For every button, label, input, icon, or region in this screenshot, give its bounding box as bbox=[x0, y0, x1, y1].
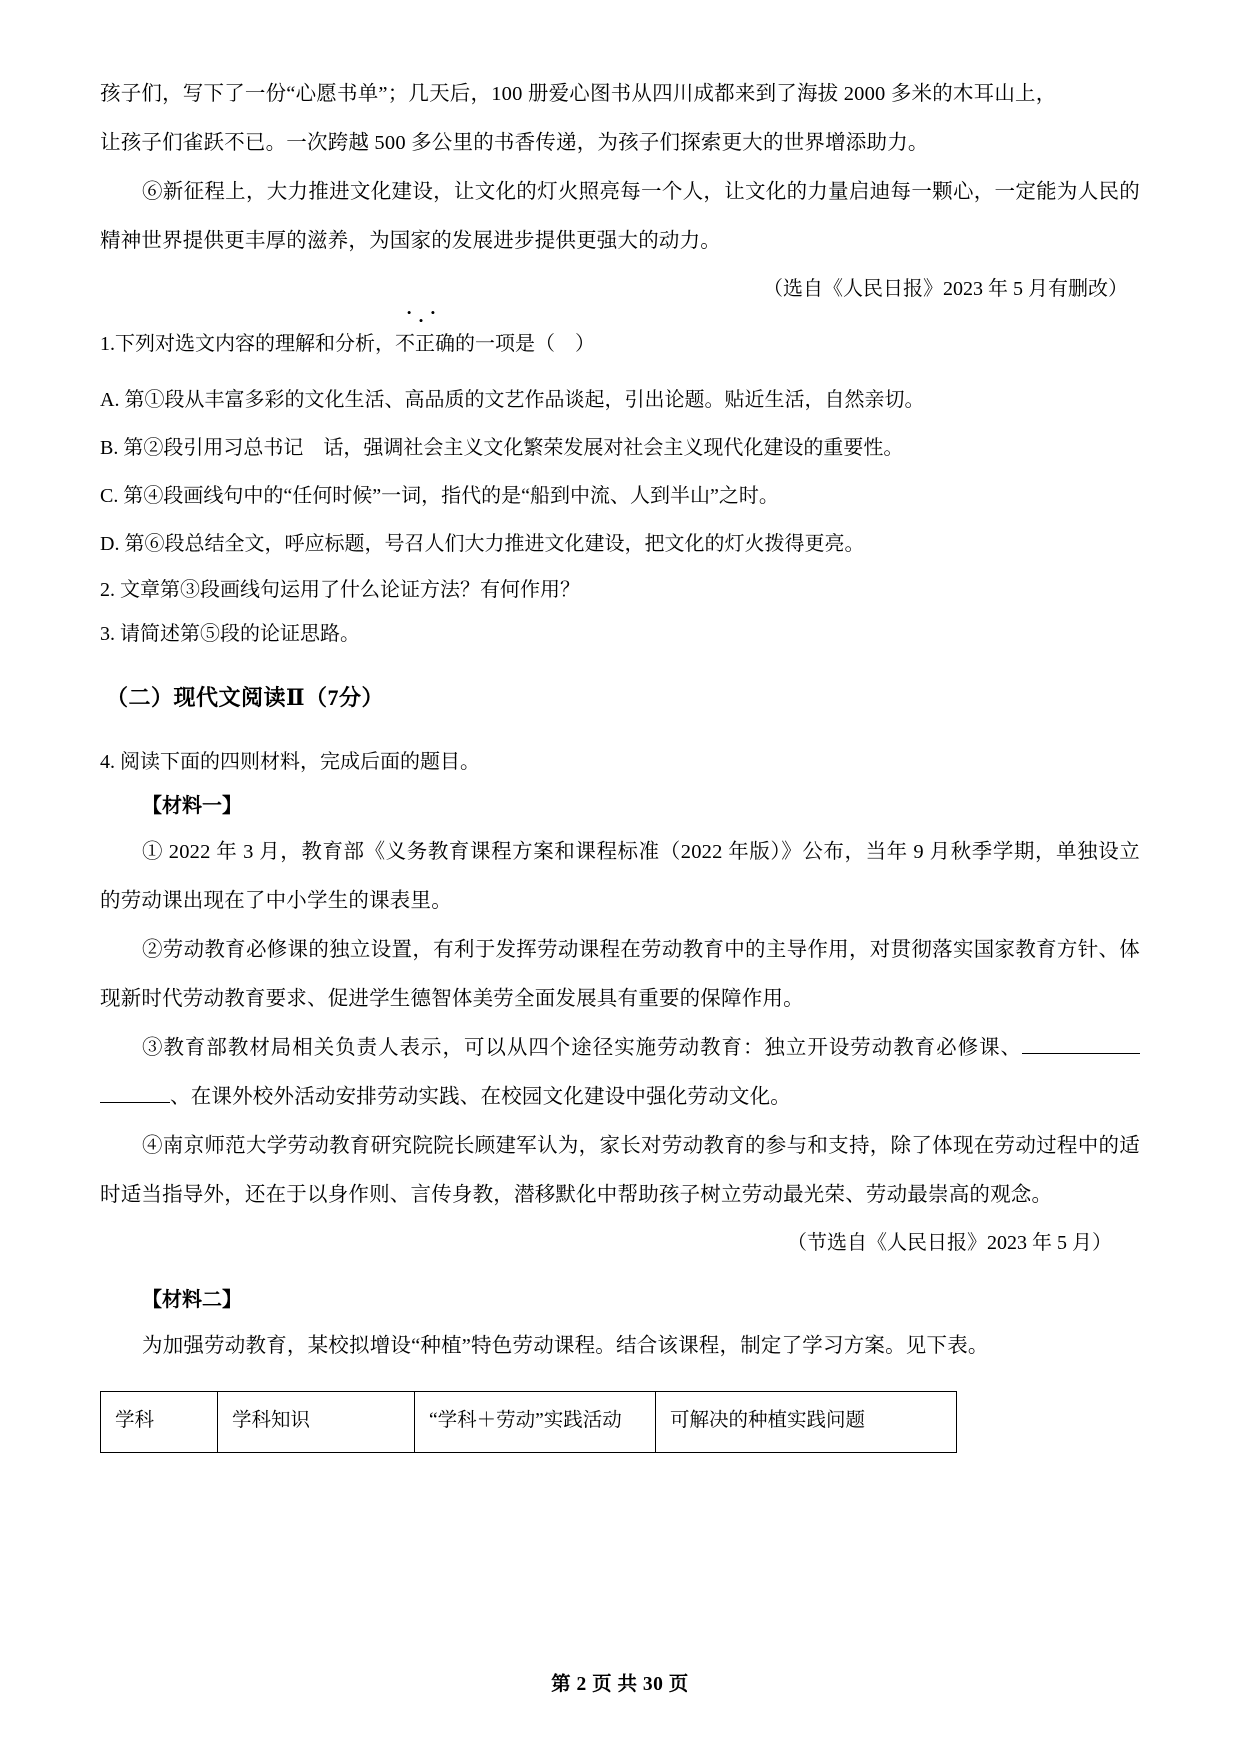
table-header-subject-knowledge: 学科知识 bbox=[218, 1392, 415, 1453]
passage-paragraph-6: ⑥新征程上，大力推进文化建设，让文化的灯火照亮每一个人，让文化的力量启迪每一颗心，一定能为人民的精神世界提供更丰厚的滋养，为国家的发展进步提供更强大的动力。 bbox=[100, 181, 1140, 252]
material-one-paragraph-2: ②劳动教育必修课的独立设置，有利于发挥劳动课程在劳动教育中的主导作用，对贯彻落实国家教育方针、体现新时代劳动教育要求、促进学生德智体美劳全面发展具有重要的保障作用。 bbox=[100, 939, 1140, 1010]
passage-source-citation: （选自《人民日报》2023 年 5 月有删改） bbox=[763, 278, 1128, 300]
table-header-row bbox=[101, 1392, 957, 1453]
blank-line-2 bbox=[100, 1102, 170, 1103]
material-one-paragraph-3-after: 、在课外校外活动安排劳动实践、在校园文化建设中强化劳动文化。 bbox=[170, 1086, 791, 1108]
material-one-source-citation: （节选自《人民日报》2023 年 5 月） bbox=[787, 1232, 1112, 1254]
passage-continuation-line-2: 让孩子们雀跃不已。一次跨越 500 多公里的书香传递，为孩子们探索更大的世界增添助力。 bbox=[100, 132, 929, 154]
table-header-solvable-problems: 可解决的种植实践问题 bbox=[656, 1392, 957, 1453]
question-1-option-c: C. 第④段画线句中的“任何时候”一词，指代的是“船到中流、人到半山”之时。 bbox=[100, 485, 779, 507]
question-2: 2. 文章第③段画线句运用了什么论证方法？有何作用？ bbox=[100, 579, 580, 601]
material-two-intro: 为加强劳动教育，某校拟增设“种植”特色劳动课程。结合该课程，制定了学习方案。见下表。 bbox=[142, 1335, 989, 1357]
question-1-prefix: 下列对选文内容的理解和分析， bbox=[115, 333, 395, 355]
page-footer: 第 2 页 共 30 页 bbox=[551, 1674, 689, 1695]
material-one-paragraph-1: ① 2022 年 3 月，教育部《义务教育课程方案和课程标准（2022 年版）》公布，当年 9 月秋季学期，单独设立的劳动课出现在了中小学生的课表里。 bbox=[100, 841, 1140, 912]
study-plan-table bbox=[100, 1391, 957, 1453]
question-1-option-d: D. 第⑥段总结全文，呼应标题，号召人们大力推进文化建设，把文化的灯火拨得更亮。 bbox=[100, 533, 865, 555]
material-one-paragraph-4: ④南京师范大学劳动教育研究院院长顾建军认为，家长对劳动教育的参与和支持，除了体现在劳动过程中的适时适当指导外，还在于以身作则、言传身教，潜移默化中帮助孩子树立劳动最光荣、劳动最崇高的观念。 bbox=[100, 1135, 1140, 1206]
table-header-subject: 学科 bbox=[101, 1392, 218, 1453]
question-1-emphasis-wrap bbox=[395, 305, 455, 364]
question-1-option-a: A. 第①段从丰富多彩的文化生活、高品质的文艺作品谈起，引出论题。贴近生活，自然亲切。 bbox=[100, 389, 925, 411]
material-one-label: 【材料一】 bbox=[142, 795, 242, 817]
material-one-paragraph-3 bbox=[100, 1024, 1140, 1122]
question-1-number: 1. bbox=[100, 333, 115, 355]
passage-continuation-line-1: 孩子们，写下了一份“心愿书单”；几天后，100 册爱心图书从四川成都来到了海拔 2000 多米的木耳山上， bbox=[100, 83, 1057, 105]
blank-line-1 bbox=[1022, 1053, 1140, 1054]
question-1-stem bbox=[100, 305, 1140, 364]
table-header-practice-activity: “学科＋劳动”实践活动 bbox=[415, 1392, 656, 1453]
material-two-label: 【材料二】 bbox=[142, 1289, 242, 1311]
question-4: 4. 阅读下面的四则材料，完成后面的题目。 bbox=[100, 751, 480, 773]
material-one-paragraph-3-before: ③教育部教材局相关负责人表示，可以从四个途径实施劳动教育：独立开设劳动教育必修课、 bbox=[142, 1037, 1022, 1059]
section-two-heading: （二）现代文阅读Ⅱ（7分） bbox=[106, 685, 385, 710]
question-1-emphasis-text: 不正确 bbox=[395, 333, 455, 355]
question-1-suffix: 的一项是（ ） bbox=[455, 333, 595, 355]
question-1-option-b: B. 第②段引用习总书记 话，强调社会主义文化繁荣发展对社会主义现代化建设的重要性。 bbox=[100, 437, 904, 459]
emphasis-dots: • • • bbox=[406, 305, 444, 328]
question-3: 3. 请简述第⑤段的论证思路。 bbox=[100, 623, 360, 645]
